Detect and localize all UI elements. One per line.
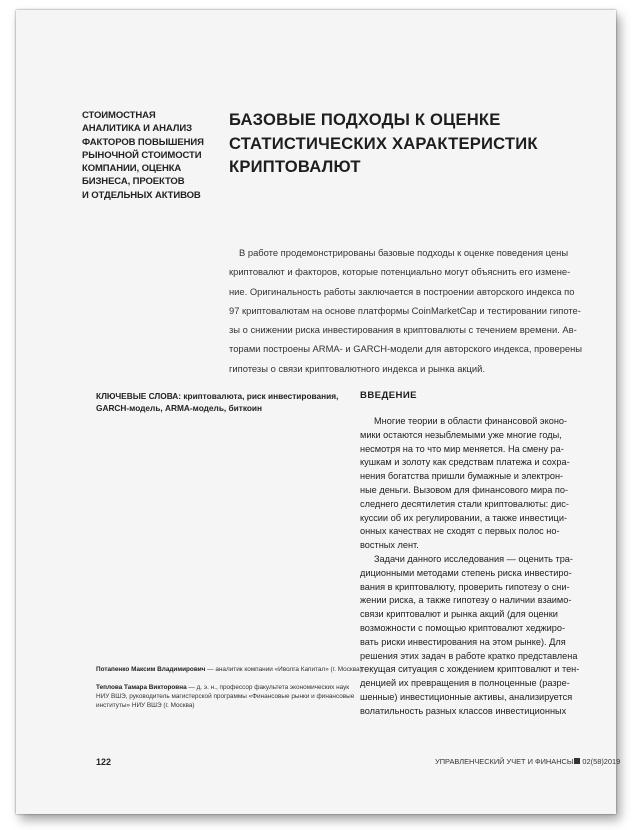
body-text-line: решения этих задач в работе кратко представлена xyxy=(360,650,578,661)
body-text-line: мики остаются незыблемыми уже многие годы, xyxy=(360,429,562,440)
square-bullet-icon xyxy=(574,758,580,764)
body-text-line: денцией их превращения в полноценные (разре- xyxy=(360,678,570,689)
keywords-line: GARCH-модель, ARMA-модель, биткоин xyxy=(96,402,263,413)
body-text-line: вания в криптовалюту, проверить гипотезу о сни- xyxy=(360,581,570,592)
author-affiliation: — д. э. н., профессор факультета экономических наук xyxy=(188,684,350,691)
body-text-line: Задачи данного исследования — оценить тра- xyxy=(374,553,573,564)
section-rubric xyxy=(82,109,222,202)
title-line: СТАТИСТИЧЕСКИХ ХАРАКТЕРИСТИК xyxy=(229,133,538,153)
abstract-line: зы о снижении риска инвестирования в криптовалюты с течением времени. Ав- xyxy=(229,324,577,336)
rubric-line: СТОИМОСТНАЯ xyxy=(82,110,156,121)
abstract-line: торами построены ARMA- и GARCH-модели для авторского индекса, проверены xyxy=(229,343,583,355)
body-text-line: возможности с помощью криптовалют хеджиро- xyxy=(360,622,566,633)
body-text-line: следнего десятилетия стали криптовалюты: дис- xyxy=(360,498,569,509)
author-note xyxy=(96,665,362,674)
author-affiliation: НИУ ВШЭ, руководитель магистерской программы «Финансовые рынки и финансовые xyxy=(96,693,355,700)
abstract xyxy=(229,243,601,378)
body-text-line: текущая ситуация с хождением криптовалют и тен- xyxy=(360,664,580,675)
body-text-line: шенные) инвестиционные активы, анализируется xyxy=(360,691,573,702)
title-line: КРИПТОВАЛЮТ xyxy=(229,157,361,176)
title-line: БАЗОВЫЕ ПОДХОДЫ К ОЦЕНКЕ xyxy=(229,110,501,129)
rubric-line: ФАКТОРОВ ПОВЫШЕНИЯ xyxy=(82,136,204,148)
body-text-line: куссии об их регулировании, а также инвестици- xyxy=(360,512,568,523)
rubric-line: РЫНОЧНОЙ СТОИМОСТИ xyxy=(82,149,202,161)
body-text-line: диционными методами степень риска инвестиро- xyxy=(360,567,572,578)
page-number: 122 xyxy=(96,757,112,767)
body-text-line: онных качествах не сходят с первых полос но- xyxy=(360,526,560,537)
abstract-line: ние. Оригинальность работы заключается в построении авторского индекса по xyxy=(229,285,575,297)
introduction-body xyxy=(360,415,600,719)
rubric-line: КОМПАНИИ, ОЦЕНКА xyxy=(82,163,182,175)
abstract-line: 97 криптовалютам на основе платформы CoinMarketCap и тестировании гипоте- xyxy=(229,304,581,316)
body-text-line: несмотря на то что мир меняется. На смену ра- xyxy=(360,443,564,454)
journal-name: УПРАВЛЕНЧЕСКИЙ УЧЕТ И ФИНАНСЫ xyxy=(435,757,574,766)
author-name: Теплова Тамара Викторовна xyxy=(96,684,187,691)
abstract-line: гипотезы о связи криптовалютного индекса и рынка акций. xyxy=(229,362,485,374)
author-affiliation: институты» НИУ ВШЭ (г. Москва) xyxy=(96,702,195,709)
body-text-line: вать риски инвестирования на этом рынке). Для xyxy=(360,636,566,647)
body-text-line: жении риска, а также гипотезу о наличии взаимо- xyxy=(360,595,572,606)
abstract-line: В работе продемонстрированы базовые подходы к оценке поведения цены xyxy=(239,247,569,258)
keywords-line: КЛЮЧЕВЫЕ СЛОВА: криптовалюта, риск инвестирования, xyxy=(96,391,339,401)
article-title xyxy=(229,108,589,179)
journal-issue: 02(58)2019 xyxy=(582,757,621,766)
rubric-line: АНАЛИТИКА И АНАЛИЗ xyxy=(82,123,192,135)
body-text-line: ные деньги. Вызовом для финансового мира по- xyxy=(360,484,569,495)
rubric-line: БИЗНЕСА, ПРОЕКТОВ xyxy=(82,176,185,188)
body-text-line: Многие теории в области финансовой эконо- xyxy=(374,416,568,426)
body-text-line: волатильность разных классов инвестиционных xyxy=(360,705,567,716)
body-text-line: кушкам и золоту как средствам платежа и сохра- xyxy=(360,457,570,468)
rubric-line: И ОТДЕЛЬНЫХ АКТИВОВ xyxy=(82,189,201,201)
body-text-line: нения богатства пришли бумажные и электрон- xyxy=(360,471,564,482)
introduction-heading: ВВЕДЕНИЕ xyxy=(360,390,417,401)
author-affiliation: — аналитик компании «Иволга Капитал» (г. Москва) xyxy=(207,666,362,673)
journal-page xyxy=(16,10,621,814)
author-note xyxy=(96,683,354,710)
body-text-line: востных лент. xyxy=(360,540,419,551)
journal-footer xyxy=(435,757,620,766)
body-text-line: связи криптовалют и рынка акций (для оценки xyxy=(360,609,558,620)
keywords xyxy=(96,391,346,414)
abstract-line: криптовалют и факторов, которые потенциально могут объяснить его измене- xyxy=(229,266,571,278)
author-name: Потапенко Максим Владимирович xyxy=(96,666,206,673)
